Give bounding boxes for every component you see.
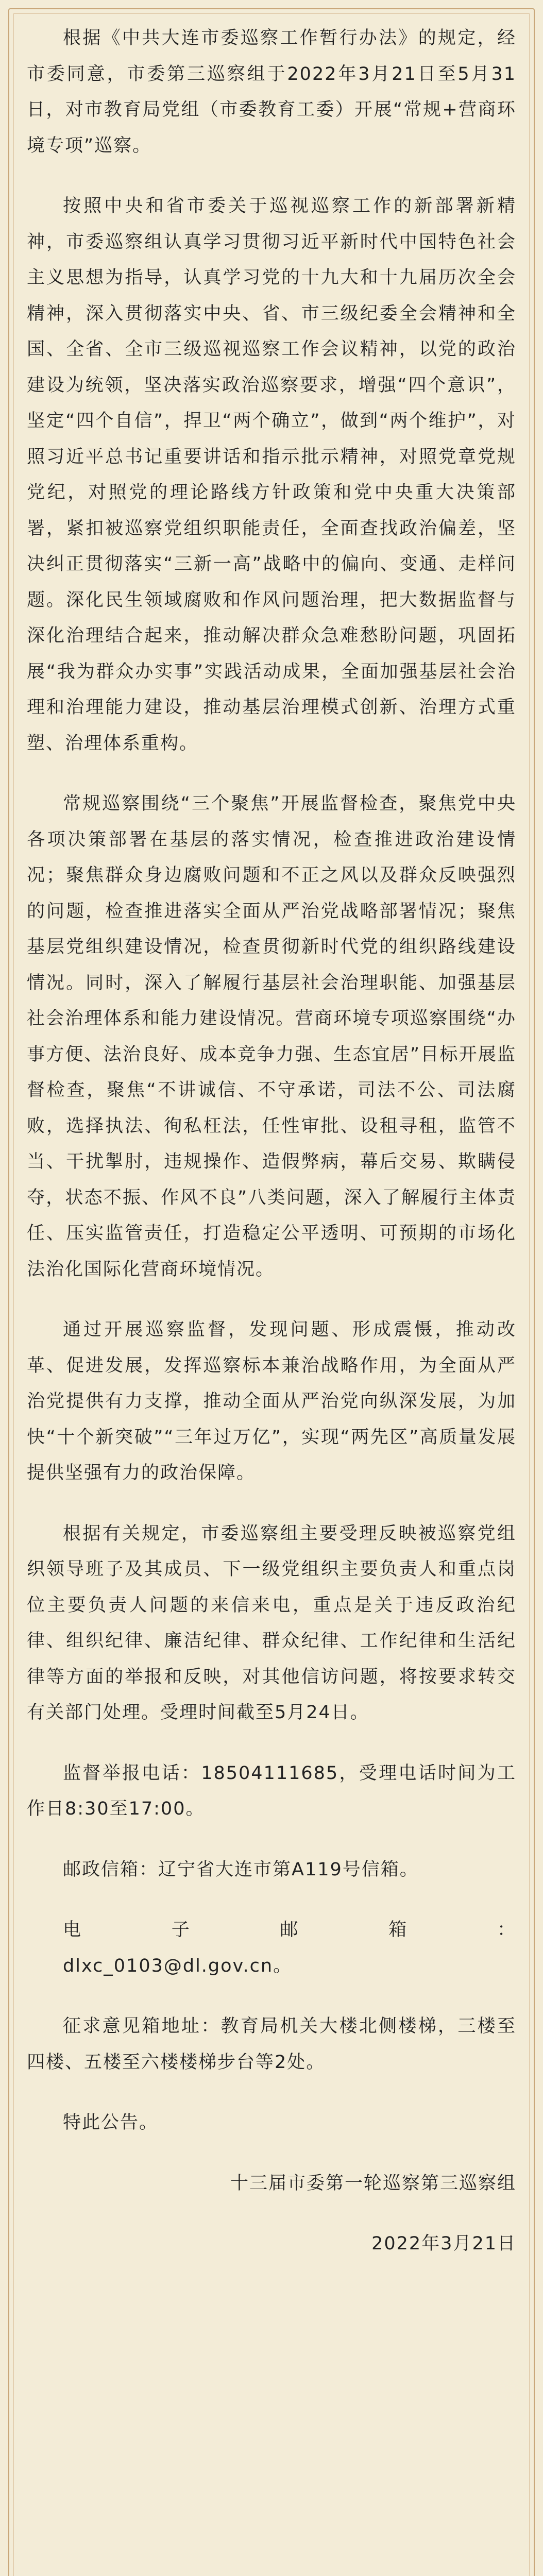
email-address: dlxc_0103@dl.gov.cn。 bbox=[63, 1955, 293, 1976]
postbox-line: 邮政信箱：辽宁省大连市第A119号信箱。 bbox=[63, 1859, 419, 1880]
email-label bbox=[27, 1912, 516, 1948]
closing-line: 特此公告。 bbox=[63, 2112, 159, 2133]
announcement-body bbox=[27, 21, 516, 2287]
paragraph-spirit: 按照中央和省市委关于巡视巡察工作的新部署新精神，市委巡察组认真学习贯彻习近平新时代中国特色社会主义思想为指导，认真学习党的十九大和十九届历次全会精神，深入贯彻落实中央、省、市三级纪委全会精神和全国、全省、全市三级巡视巡察工作会议精神，以党的政治建设为统领，坚决落实政治巡察要求，增强“四个意识”，坚定“四个自信”，捍卫“两个确立”，做到“两个维护”，对照习近平总书记重要讲话和指示批示精神，对照党章党规党纪，对照党的理论路线方针政策和党中央重大决策部署，紧扣被巡察党组织职能责任，全面查找政治偏差，坚决纠正贯彻落实“三新一高”战略中的偏向、变通、走样问题。深化民生领域腐败和作风问题治理，把大数据监督与深化治理结合起来，推动解决群众急难愁盼问题，巩固拓展“我为群众办实事”实践活动成果，全面加强基层社会治理和治理能力建设，推动基层治理模式创新、治理方式重塑、治理体系重构。 bbox=[27, 196, 516, 754]
paragraph-goal: 通过开展巡察监督，发现问题、形成震慑，推动改革、促进发展，发挥巡察标本兼治战略作用，为全面从严治党提供有力支撑，推动全面从严治党向纵深发展，为加快“十个新突破”“三年过万亿”，实现“两先区”高质量发展提供坚强有力的政治保障。 bbox=[27, 1319, 516, 1483]
paragraph-focus: 常规巡察围绕“三个聚焦”开展监督检查，聚焦党中央各项决策部署在基层的落实情况，检查推进政治建设情况；聚焦群众身边腐败问题和不正之风以及群众反映强烈的问题，检查推进落实全面从严治党战略部署情况；聚焦基层党组织建设情况，检查贯彻新时代党的组织路线建设情况。同时，深入了解履行基层社会治理职能、加强基层社会治理体系和能力建设情况。营商环境专项巡察围绕“办事方便、法治良好、成本竞争力强、生态宜居”目标开展监督检查，聚焦“不讲诚信、不守承诺，司法不公、司法腐败，选择执法、徇私枉法，任性审批、设租寻租，监管不当、干扰掣肘，违规操作、造假弊病，幕后交易、欺瞒侵夺，状态不振、作风不良”八类问题，深入了解履行主体责任、压实监管责任，打造稳定公平透明、可预期的市场化法治化国际化营商环境情况。 bbox=[27, 793, 516, 1280]
phone-line: 监督举报电话：18504111685，受理电话时间为工作日8:30至17:00。 bbox=[27, 1762, 516, 1819]
email-label-char: 子 bbox=[171, 1920, 191, 1940]
email-label-char: ： bbox=[497, 1920, 516, 1940]
signature: 十三届市委第一轮巡察第三巡察组 bbox=[230, 2173, 516, 2194]
email-label-char: 箱 bbox=[388, 1920, 408, 1940]
paragraph-scope: 根据《中共大连市委巡察工作暂行办法》的规定，经市委同意，市委第三巡察组于2022年3月21日至5月31日，对市教育局党组（市委教育工委）开展“常规+营商环境专项”巡察。 bbox=[27, 28, 516, 156]
paragraph-rules: 根据有关规定，市委巡察组主要受理反映被巡察党组织领导班子及其成员、下一级党组织主要负责人和重点岗位主要负责人问题的来信来电，重点是关于违反政治纪律、组织纪律、廉洁纪律、群众纪律、工作纪律和生活纪律等方面的举报和反映，对其他信访问题，将按要求转交有关部门处理。受理时间截至5月24日。 bbox=[27, 1523, 516, 1723]
email-label-char: 电 bbox=[63, 1920, 82, 1940]
opinion-box-line: 征求意见箱地址：教育局机关大楼北侧楼梯，三楼至四楼、五楼至六楼楼梯步台等2处。 bbox=[27, 2016, 516, 2073]
email-label-char: 邮 bbox=[280, 1920, 299, 1940]
date: 2022年3月21日 bbox=[371, 2233, 516, 2254]
